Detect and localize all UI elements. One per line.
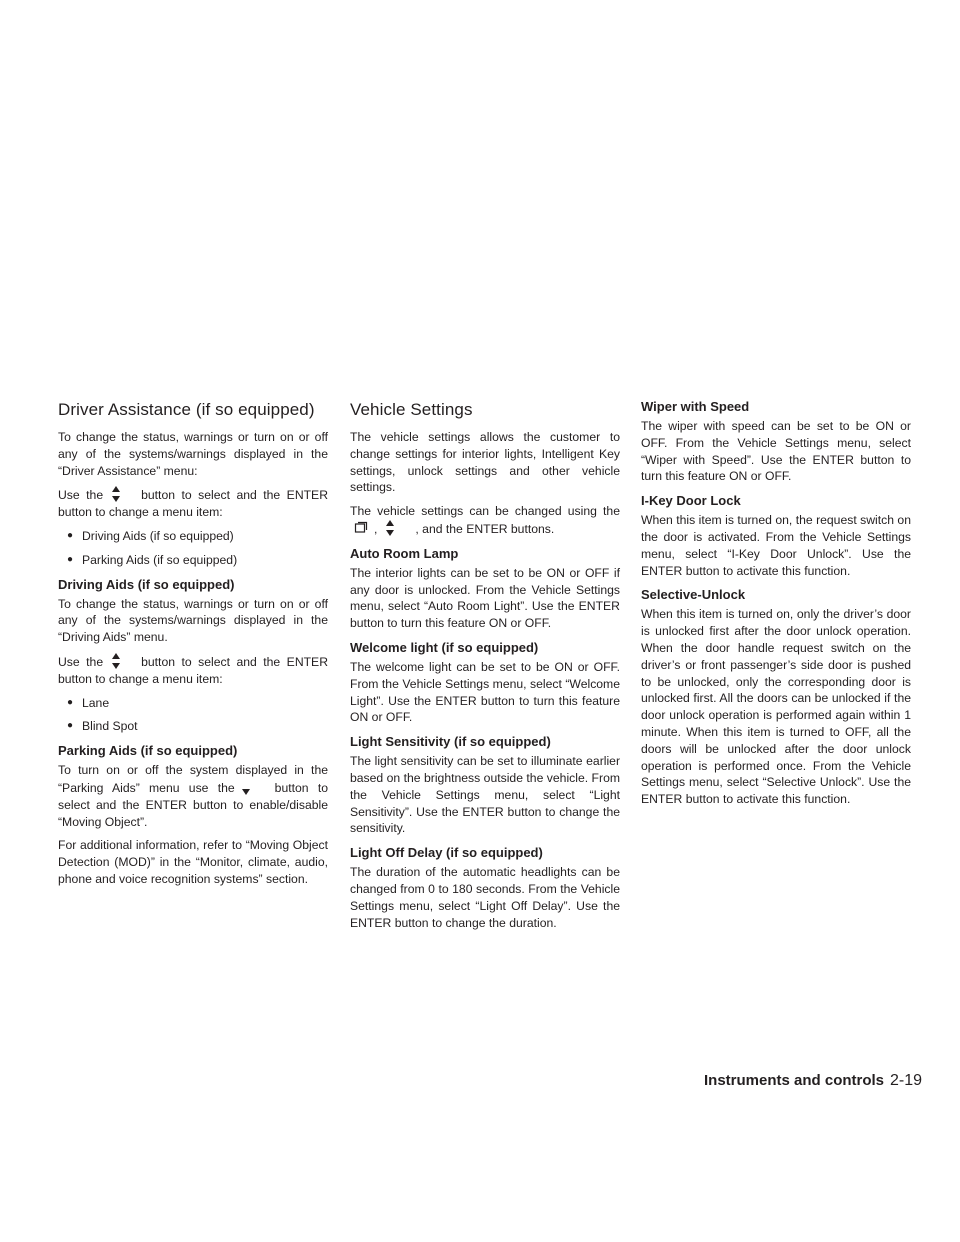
down-arrow-icon: [239, 779, 253, 795]
page-number: 2-19: [890, 1072, 923, 1089]
screen-icon: [354, 521, 368, 535]
driver-menu-list: [58, 528, 328, 569]
up-down-arrows-icon: [383, 520, 397, 536]
heading-welcome-light: Welcome light (if so equipped): [350, 639, 539, 655]
list-item: ● Lane: [58, 695, 328, 712]
heading-selective-unlock: Selective-Unlock: [641, 587, 746, 603]
up-down-arrows-icon: [109, 653, 123, 669]
column-driver-assistance: [58, 400, 328, 895]
heading-driving-aids: Driving Aids (if so equipped): [58, 576, 235, 592]
heading-auto-room-lamp: Auto Room Lamp: [350, 545, 459, 561]
section-title-vehicle-settings: Vehicle Settings: [350, 400, 473, 419]
driver-intro: To change the status, warnings or turn on or off any of the systems/warnings displayed in the “Driver Assistance” menu:: [58, 430, 328, 478]
footer-section-name: Instruments and controls: [704, 1072, 885, 1089]
parking-aids-instructions: To turn on or off the system displayed in the “Parking Aids” menu use the button to select and the ENTER button to enable/disable “Moving Object”.: [58, 763, 328, 829]
up-down-arrows-icon: [109, 486, 123, 502]
auto-room-lamp-text: The interior lights can be set to be ON or OFF if any door is unlocked. From the Vehicle Settings menu, select “Auto Room Light”. Use the ENTER button to turn this feature ON or OFF.: [350, 565, 620, 631]
heading-light-off-delay: Light Off Delay (if so equipped): [350, 845, 543, 861]
heading-light-sensitivity: Light Sensitivity (if so equipped): [350, 734, 551, 750]
vehicle-intro: The vehicle settings allows the customer to change settings for interior lights, Intelligent Key settings, unlock settings and other vehicle settings.: [350, 430, 620, 495]
i-key-door-lock-text: When this item is turned on, the request switch on the door is activated. From the Vehicle Settings menu, select “I-Key Door Unlock”. Use the ENTER button to activate this function.: [641, 513, 911, 578]
driving-aids-instructions: Use the button to select and the ENTER button to change a menu item:: [58, 654, 328, 686]
driver-instructions: Use the button to select and the ENTER button to change a menu item:: [58, 488, 328, 520]
page-footer: [704, 1072, 922, 1090]
vehicle-buttons-note: The vehicle settings can be changed using the, , and the ENTER buttons.: [350, 504, 620, 536]
wiper-with-speed-text: The wiper with speed can be set to be ON or OFF. From the Vehicle Settings menu, select “Wiper with Speed”. Use the ENTER button to turn this feature ON or OFF.: [641, 419, 911, 484]
light-sensitivity-text: The light sensitivity can be set to illuminate earlier based on the brightness outside the vehicle. From the Vehicle Settings menu, select “Light Sensitivity”. Use the ENTER button to change the sensitivity.: [350, 754, 620, 836]
driving-aids-intro: To change the status, warnings or turn on or off any of the systems/warnings displayed in the “Driving Aids” menu.: [58, 596, 328, 645]
section-title-driver-assistance: Driver Assistance (if so equipped): [58, 400, 315, 419]
parking-aids-reference: For additional information, refer to “Moving Object Detection (MOD)” in the “Monitor, climate, audio, phone and voice recognition systems” section.: [58, 838, 328, 886]
list-item: ● Parking Aids (if so equipped): [58, 552, 328, 569]
driving-aids-list: [58, 695, 328, 736]
heading-i-key-door-lock: I-Key Door Lock: [641, 493, 741, 509]
list-item: ● Driving Aids (if so equipped): [58, 528, 328, 545]
light-off-delay-text: The duration of the automatic headlights can be changed from 0 to 180 seconds. From the Vehicle Settings menu, select “Light Off Delay”. Use the ENTER button to change the duration.: [350, 865, 620, 930]
column-vehicle-settings: [350, 400, 620, 938]
column-vehicle-settings-continued: [641, 394, 911, 815]
welcome-light-text: The welcome light can be set to be ON or OFF. From the Vehicle Settings menu, select “Welcome Light”. Use the ENTER button to turn this feature ON or OFF.: [350, 659, 620, 725]
selective-unlock-text: When this item is turned on, only the driver’s door is unlocked first after the door unlock operation. When the door handle request switch on the driver’s or front passenger’s side door is pushed to be unlocked, only the corresponding door is unlocked first. All the doors can be unlocked if the door unlock operation is performed again within 1 minute. When this item is turned to OFF, all the doors will be unlocked after the door unlock operation is performed once. From the Vehicle Settings menu, select “Selective Unlock”. Use the ENTER button to activate this function.: [641, 607, 911, 807]
heading-wiper-with-speed: Wiper with Speed: [641, 399, 750, 414]
list-item: ● Blind Spot: [58, 718, 328, 735]
heading-parking-aids: Parking Aids (if so equipped): [58, 743, 238, 759]
